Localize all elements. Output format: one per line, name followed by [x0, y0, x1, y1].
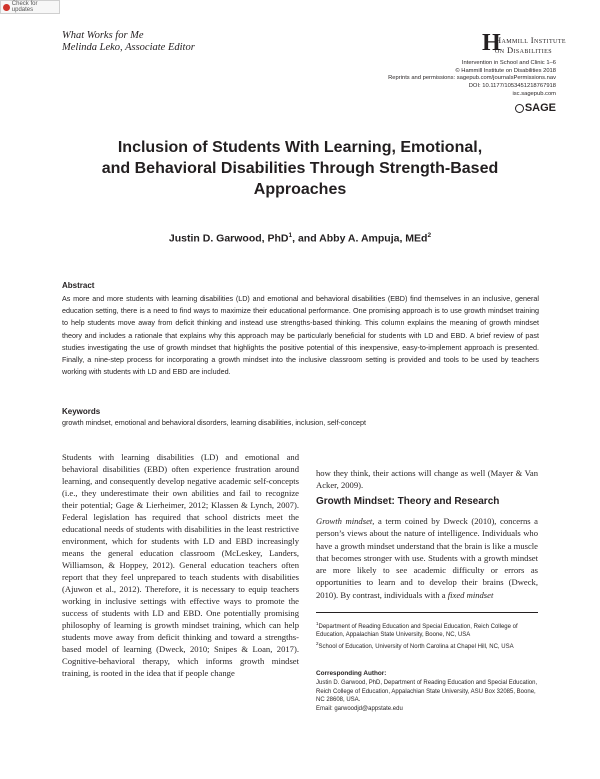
footnote-2-number: 2: [316, 641, 319, 646]
keywords-text: growth mindset, emotional and behavioral disorders, learning disabilities, inclusion, self-concept: [62, 418, 367, 427]
author-2-affiliation: 2: [427, 232, 432, 239]
corresponding-author-details: [316, 679, 538, 713]
corresponding-author-heading: Corresponding Author:: [316, 670, 387, 677]
journal-citation: Intervention in School and Clinic 1–6: [461, 60, 556, 66]
growth-mindset-term: Growth mindset: [316, 516, 373, 526]
keywords-heading: Keywords: [62, 407, 101, 416]
title-line-3: Approaches: [253, 181, 347, 198]
corresponding-author-email[interactable]: Email: garwoodjd@appstate.edu: [316, 705, 403, 712]
footnote-divider: [316, 612, 538, 613]
badge-label: Check for updates: [11, 1, 38, 13]
growth-mindset-text: , a term coined by Dweck (2010), concerns a person’s views about the nature of intelligence. Individuals who have a growth mindset understand that the brain is like a muscle that becomes stronger with use. Students with a growth mindset are more likely to see academic difficulty or errors as opportunities to learn and to develop their brains (Dweck, 2010). By contrast, individuals with a: [316, 516, 539, 600]
hammill-logo-icon: H: [482, 30, 501, 56]
doi-link[interactable]: DOI: 10.1177/1053451218767918: [468, 83, 556, 90]
permissions-link[interactable]: Reprints and permissions: sagepub.com/journalsPermissions.nav: [388, 75, 556, 82]
section-heading: Growth Mindset: Theory and Research: [316, 496, 500, 507]
author-line: [60, 232, 540, 245]
check-for-updates-badge[interactable]: [0, 0, 60, 14]
title-line-1: Inclusion of Students With Learning, Emotional,: [117, 139, 483, 156]
hammill-institute-logo: [482, 31, 582, 57]
column-header: [62, 30, 195, 54]
publication-info: [388, 60, 556, 99]
author-1: Justin D. Garwood, PhD: [168, 232, 289, 245]
author-2: Abby A. Ampuja, MEd: [319, 232, 428, 245]
hammill-logo-line1: Hammill Institute: [495, 35, 566, 45]
column-editor: Melinda Leko, Associate Editor: [62, 42, 195, 53]
footnote-2-text: School of Education, University of North Carolina at Chapel Hill, NC, USA: [318, 644, 514, 650]
update-status-icon: [3, 4, 10, 11]
body-left-column: Students with learning disabilities (LD) and emotional and behavioral disabilities (EBD) often experience frustration around learning, and consequently develop negative academic self-concepts (i.e., they underestimate their own abilities and fail to recognize their potential; Gage & Lierheimer, 2012; Klassen & Lynch, 2007). Federal legislation has required that school districts meet the educational needs of students with disabilities in the least restrictive environment, which for students with LD and EBD increasingly means the general education classroom (McLeskey, Landers, Williamson, & Hoppey, 2012). General education teachers often report that they feel unprepared to teach students with disabilities (Ajuwon et al., 2012). Therefore, it is necessary to equip teachers working in inclusive settings with effective ways to promote the success of students with LD and EBD. One potentially promising philosophy of learning is growth mindset training, which can help students move away from deficit thinking and toward a strengths-based model of learning (Dweck, 2010; Snipes & Loan, 2017). Cognitive-behavioral therapy, which informs growth mindset training, is rooted in the idea that if people change: [62, 452, 299, 678]
sage-logo-text: SAGE: [524, 102, 556, 114]
affiliation-footnote-2: [316, 640, 538, 651]
footnote-1-number: 1: [316, 621, 319, 626]
journal-url[interactable]: isc.sagepub.com: [512, 90, 556, 97]
column-title: What Works for Me: [62, 30, 144, 41]
affiliation-footnote-1: [316, 620, 538, 640]
article-title: [60, 137, 540, 200]
abstract-heading: Abstract: [62, 281, 95, 290]
footnote-1-text: Department of Reading Education and Special Education, Reich College of Education, Appalachian State University, Boone, NC, USA: [316, 624, 518, 639]
author-separator: , and: [292, 232, 320, 245]
sage-logo: [515, 102, 556, 114]
corresponding-author-address: Justin D. Garwood, PhD, Department of Reading Education and Special Education, Reich College of Education, Appalachian State University, ASU Box 32085, Boone, NC 28608, USA.: [316, 680, 538, 704]
body-right-continuation: how they think, their actions will change as well (Mayer & Van Acker, 2009).: [316, 468, 538, 490]
sage-circle-icon: [515, 104, 524, 113]
hammill-logo-line2: on Disabilities: [495, 45, 552, 55]
abstract-text: As more and more students with learning disabilities (LD) and emotional and behavioral disabilities (EBD) find themselves in an inclusive, general education setting, there is a need to find ways to maximize their educational performance. One promising approach is to use growth mindset training to help students move away from deficit thinking and instead use strengths-based thinking. This column explains the meaning of growth mindset theory and includes a rationale that explains why this approach may be particularly beneficial for students with LD and EBD. A brief review of past studies investigating the use of growth mindset that highlights the positive potential of this inexpensive, easy-to-implement approach is presented. Finally, a nine-step process for incorporating a growth mindset into the inclusive classroom setting is provided and tools to be used by teachers working with students with LD and EBD are included.: [62, 294, 539, 377]
fixed-mindset-term: fixed mindset: [447, 589, 494, 600]
section-body: [316, 515, 538, 601]
author-1-affiliation: 1: [288, 232, 293, 239]
copyright-line: © Hammill Institute on Disabilities 2018: [455, 67, 556, 74]
title-line-2: and Behavioral Disabilities Through Strength-Based: [101, 160, 499, 177]
